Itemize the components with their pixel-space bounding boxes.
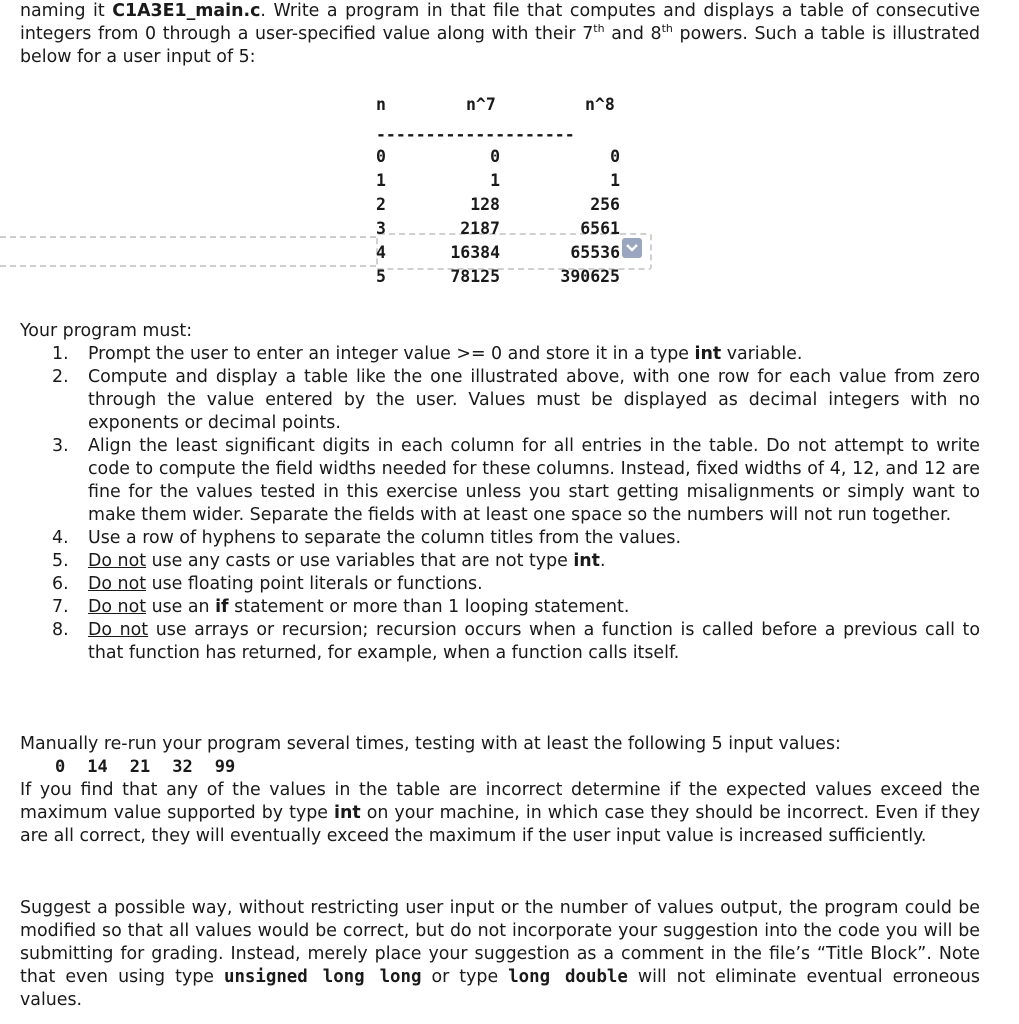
cell-n7: 1 [490,171,500,190]
table-header-row [376,93,615,115]
cell-n: 5 [376,267,386,286]
item-text: use arrays or recursion; recursion occurs when a function is called before a previous call to that function has returned, for example, when a function calls itself. [88,620,980,663]
item-text: statement or more than 1 looping statement. [228,597,630,617]
cell-n8: 390625 [560,267,620,286]
item-number: 8. [52,620,69,640]
input-value: 21 [129,757,151,777]
header-n: n [376,95,386,114]
item-number: 1. [52,344,69,364]
item-number: 6. [52,574,69,594]
para-text: or type [421,967,509,987]
header-n8: n^8 [585,95,615,114]
item-text: . [599,551,606,571]
intro-paragraph [20,0,980,69]
list-item [20,435,980,527]
cell-n8: 1 [610,171,620,190]
table-row [376,193,620,215]
item-underline: Do not [88,551,147,571]
para-text: Suggest a possible way, without restricting user input or the number of values output, the program could be modified so that all values would be correct, but do not incorporate your suggestion into the code you will be submitting for grading. Instead, merely place your suggestion as a comment in the file’s “Title Block”. Note that even using type [20,898,980,987]
table-separator: -------------------- [376,125,575,144]
intro-text: and 8 [604,24,662,44]
input-value: 99 [214,757,236,777]
item-number: 2. [52,367,69,387]
item-number: 4. [52,528,69,548]
item-number: 5. [52,551,69,571]
intro-text: naming it [20,1,113,21]
list-item [20,366,980,435]
superscript: th [661,22,673,36]
item-bold: if [215,597,229,617]
cell-n7: 128 [470,195,500,214]
item-underline: Do not [88,597,147,617]
overflow-paragraph [20,779,980,848]
cell-n: 2 [376,195,386,214]
cell-n: 3 [376,219,386,238]
item-text: Use a row of hyphens to separate the column titles from the values. [88,528,681,548]
item-text: Align the least significant digits in each column for all entries in the table. Do not attempt to write code to compute the field widths needed for these columns. Instead, fixed widths of 4, 12, and 12 are fine for the values tested in this exercise unless you start getting misalignments or simply want to make them wider. Separate the fields with at least one space so the numbers will not run together. [88,436,980,525]
cell-n: 4 [376,243,386,262]
para-bold: int [334,803,361,823]
list-item [20,527,980,550]
rerun-line: Manually re-run your program several times, testing with at least the following 5 input values: [20,734,841,754]
item-bold: int [573,551,600,571]
code-type: unsigned long long [223,967,422,987]
item-number: 7. [52,597,69,617]
item-bold: int [694,344,722,364]
superscript: th [593,22,605,36]
input-value: 14 [87,757,108,777]
input-value: 32 [172,757,193,777]
cell-n7: 2187 [460,219,500,238]
table-row [376,265,620,287]
list-item [20,619,980,665]
selection-guide-line [0,236,376,238]
item-text: use an [146,597,216,617]
cell-n7: 16384 [450,243,500,262]
item-number: 3. [52,436,69,456]
cell-n8: 65536 [570,243,620,262]
cell-n8: 0 [610,147,620,166]
table-row [376,241,620,263]
suggestion-paragraph [20,897,980,1012]
list-item [20,596,980,619]
input-value: 0 [55,757,66,777]
item-text: Compute and display a table like the one illustrated above, with one row for each value from zero through the value entered by the user. Values must be displayed as decimal integers with no exponents or decimal points. [88,367,980,433]
requirements-list [20,343,980,665]
item-underline: Do not [88,620,149,640]
cell-n8: 256 [590,195,620,214]
para-text: will not eliminate eventual erroneous values. [20,967,980,1010]
table-row [376,145,620,167]
test-input-values [55,756,257,779]
intro-text: . Write a program in that file that computes and displays a table of consecutive integers from 0 through a user-specified value along with their 7 [20,1,980,44]
cell-n7: 0 [490,147,500,166]
item-underline: Do not [88,574,147,594]
para-text: on your machine, in which case they should be incorrect. Even if they are all correct, they will eventually exceed the maximum if the user input value is increased sufficiently. [20,803,980,846]
item-text: use floating point literals or functions. [146,574,483,594]
para-text: If you find that any of the values in the table are incorrect determine if the expected values exceed the maximum value supported by type [20,780,980,823]
code-type: long double [508,967,628,987]
header-n7: n^7 [466,95,496,114]
list-item [20,573,980,596]
list-item [20,343,980,366]
item-text: Prompt the user to enter an integer value >= 0 and store it in a type [88,344,695,364]
list-item [20,550,980,573]
selection-guide-line [0,265,376,267]
cell-n: 0 [376,147,386,166]
intro-text: powers. Such a table is illustrated below for a user input of 5: [20,24,981,67]
item-text: variable. [721,344,803,364]
cell-n7: 78125 [450,267,500,286]
requirements-heading: Your program must: [20,321,193,341]
cell-n: 1 [376,171,386,190]
cell-n8: 6561 [580,219,620,238]
table-row [376,217,620,239]
filename: C1A3E1_main.c [112,1,261,21]
check-icon[interactable] [622,238,642,258]
item-text: use any casts or use variables that are not type [146,551,574,571]
table-row [376,169,620,191]
